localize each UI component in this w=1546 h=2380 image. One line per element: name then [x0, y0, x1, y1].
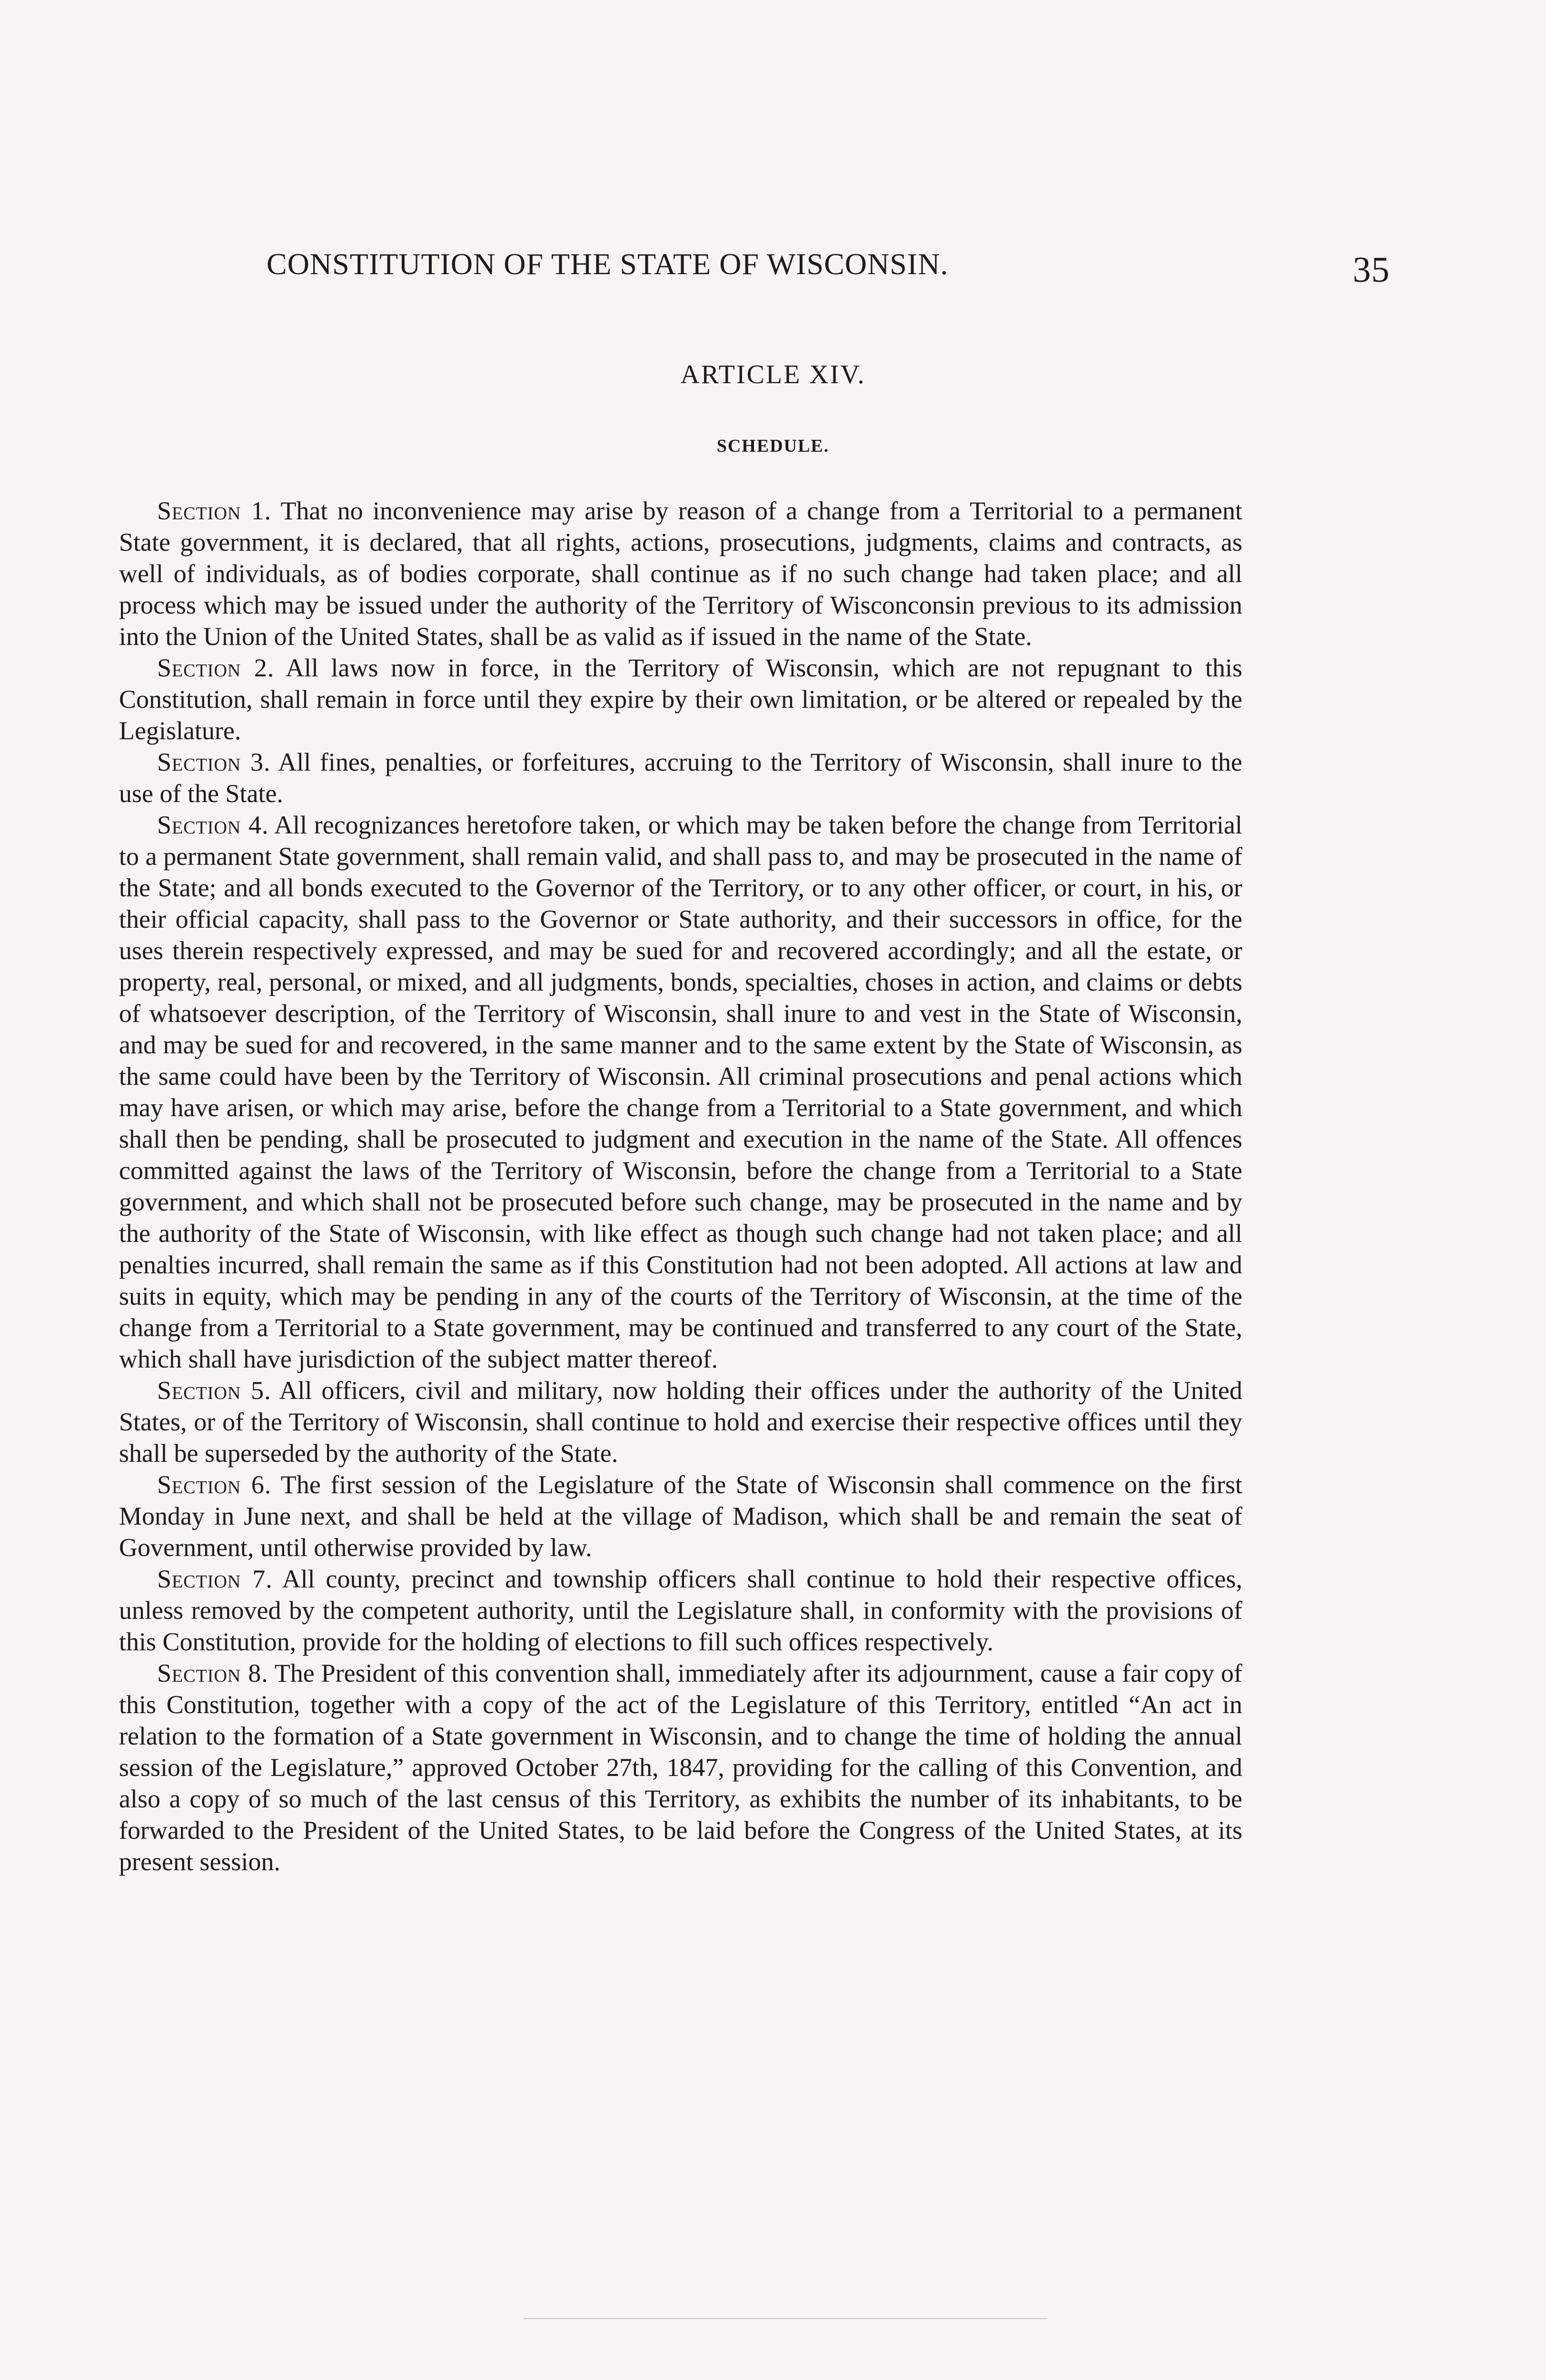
section-text: The President of this convention shall, immediately after its adjournment, cause a fair copy of this Constitution, together with a copy of the act of the Legislature of this Territory, entitled “An act in relation to the formation of a State government in Wisconsin, and to change the time of holding the annual session of the Legislature,” approved October 27th, 1847, providing for the calling of this Convention, and also a copy of so much of the last census of this Territory, as exhibits the number of its inhabitants, to be forwarded to the President of the United States, to be laid before the Congress of the United States, at its present session.	[119, 1659, 1242, 1876]
section-7	[119, 1563, 1242, 1657]
running-title: CONSTITUTION OF THE STATE OF WISCONSIN.	[267, 247, 949, 281]
section-label: Section 2.	[157, 654, 275, 682]
section-5	[119, 1375, 1242, 1469]
section-text: All officers, civil and military, now holding their offices under the authority of the United States, or of the Territory of Wisconsin, shall continue to hold and exercise their respective offices until they shall be superseded by the authority of the State.	[119, 1376, 1242, 1468]
section-6	[119, 1469, 1242, 1563]
section-text: All county, precinct and township officers shall continue to hold their respective offices, unless removed by the competent authority, until the Legislature shall, in conformity with the provisions of this Constitution, provide for the holding of elections to fill such offices respectively.	[119, 1565, 1242, 1656]
article-subtitle: SCHEDULE.	[716, 436, 830, 456]
section-8	[119, 1657, 1242, 1877]
section-1	[119, 495, 1242, 652]
running-head	[267, 238, 1390, 290]
section-text: All laws now in force, in the Territory of Wisconsin, which are not repugnant to this Constitution, shall remain in force until they expire by their own limitation, or be altered or repealed by the Legislature.	[119, 654, 1242, 745]
section-text: That no inconvenience may arise by reason of a change from a Territorial to a permanent State government, it is declared, that all rights, actions, prosecutions, judgments, claims and contracts, as well of individuals, as of bodies corporate, shall continue as if no such change had taken place; and all process which may be issued under the authority of the Territory of Wisconconsin previous to its admission into the Union of the United States, shall be as valid as if issued in the name of the State.	[119, 496, 1242, 651]
section-text: All fines, penalties, or forfeitures, accruing to the Territory of Wisconsin, shall inure to the use of the State.	[119, 748, 1242, 808]
section-3	[119, 746, 1242, 809]
section-2	[119, 652, 1242, 746]
section-text: The first session of the Legislature of the State of Wisconsin shall commence on the first Monday in June next, and shall be held at the village of Madison, which shall be and remain the seat of Government, until otherwise provided by law.	[119, 1470, 1242, 1562]
section-label: Section 4.	[157, 811, 269, 839]
section-4	[119, 809, 1242, 1375]
page-number: 35	[1353, 250, 1390, 290]
article-title: ARTICLE XIV.	[680, 360, 866, 389]
bottom-rule	[524, 2318, 1047, 2319]
section-label: Section 3.	[157, 748, 271, 776]
section-label: Section 1.	[157, 496, 272, 525]
section-text: All recognizances heretofore taken, or which may be taken before the change from Territorial to a permanent State government, shall remain valid, and shall pass to, and may be prosecuted in the name of the State; and all bonds executed to the Governor of the Territory, or to any other officer, or court, in his, or their official capacity, shall pass to the Governor or State authority, and their successors in office, for the uses therein respectively expressed, and may be sued for and recovered accordingly; and all the estate, or property, real, personal, or mixed, and all judgments, bonds, specialties, choses in action, and claims or debts of whatsoever description, of the Territory of Wisconsin, shall inure to and vest in the State of Wisconsin, and may be sued for and recovered, in the same manner and to the same extent by the State of Wisconsin, as the same could have been by the Territory of Wisconsin. All criminal prosecutions and penal actions which may have arisen, or which may arise, before the change from a Territorial to a State government, and which shall then be pending, shall be prosecuted to judgment and execution in the name of the State. All offences committed against the laws of the Territory of Wisconsin, before the change from a Territorial to a State government, and which shall not be prosecuted before such change, may be prosecuted in the name and by the authority of the State of Wisconsin, with like effect as though such change had not taken place; and all penalties incurred, shall remain the same as if this Constitution had not been adopted. All actions at law and suits in equity, which may be pending in any of the courts of the Territory of Wisconsin, at the time of the change from a Territorial to a State government, may be continued and transferred to any court of the State, which shall have jurisdiction of the subject matter thereof.	[119, 811, 1243, 1373]
article-body	[119, 495, 1242, 1877]
section-label: Section 7.	[157, 1565, 273, 1593]
section-label: Section 5.	[157, 1376, 271, 1405]
section-label: Section 6.	[157, 1470, 272, 1499]
section-label: Section 8.	[157, 1659, 268, 1687]
